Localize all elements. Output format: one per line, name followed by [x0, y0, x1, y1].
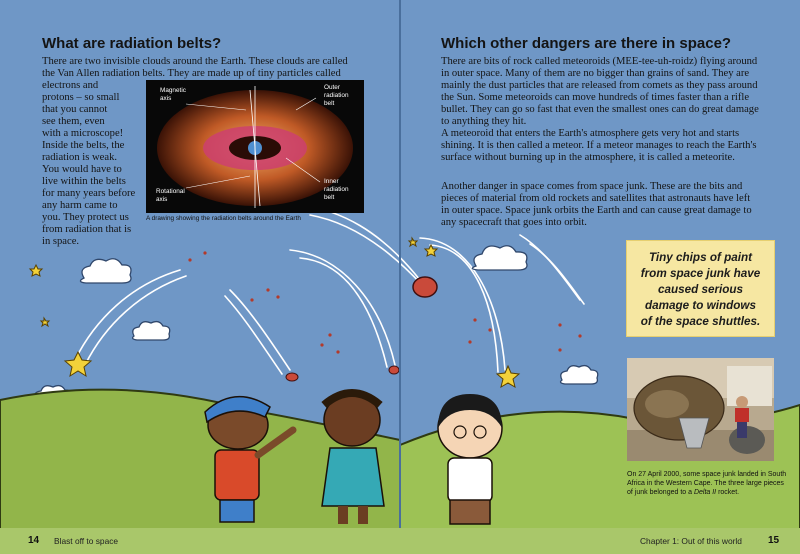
label-magnetic-axis: Magnetic axis	[160, 87, 186, 102]
space-junk-photo-drawing	[627, 358, 774, 461]
diagram-caption: A drawing showing the radiation belts around the Earth	[146, 215, 301, 222]
meteor-small	[389, 366, 399, 374]
callout-box	[627, 241, 774, 336]
space-junk-paragraph: Another danger in space comes from space junk. These are the bits and pieces of material from old rockets and satellites that astronauts have left in outer space. Space junk orbits the Earth and can cause great damage to any spacecraft that goes into orbit.	[441, 181, 752, 228]
page-number-right: 15	[768, 535, 780, 546]
radiation-belts-diagram	[146, 80, 364, 213]
meteoroids-paragraph: There are bits of rock called meteoroids (MEE-tee-uh-roidz) flying around in outer space. Many of them are no bigger than grains of sand. They are mainly the dust particles that are released from comets as they pass around the Sun. Some meteoroids can move hundreds of times faster than a rifle bullet. They can go so fast that even the smallest ones can do great damage to anything they hit.	[441, 56, 759, 127]
right-heading: Which other dangers are there in space?	[441, 35, 732, 52]
page-fold	[399, 0, 401, 554]
photo-caption-text: On 27 April 2000, some space junk landed in South Africa in the Western Cape. The three large pieces of junk belonged to a	[627, 471, 787, 496]
left-wrapped-paragraph: electrons and protons – so small that you cannot see them, even with a microscope! Inside the belts, the radiation is weak. You would have to live within the belts for many years before any harm came to you. They protect us from radiation that is in space.	[42, 80, 136, 247]
photo-caption	[627, 470, 787, 497]
label-rotational-axis: Rotational axis	[156, 188, 185, 203]
left-intro-paragraph: There are two invisible clouds around the Earth. These clouds are called the Van Allen radiation belts. They are made up of tiny particles called	[42, 56, 348, 79]
footer-chapter: Chapter 1: Out of this world	[640, 536, 742, 546]
left-heading: What are radiation belts?	[42, 35, 222, 52]
callout-text: Tiny chips of paint from space junk have caused serious damage to windows of the space shuttles.	[640, 251, 761, 328]
photo-caption-end: rocket.	[716, 489, 740, 496]
label-outer-belt: Outer radiation belt	[324, 84, 349, 107]
footer-book-title: Blast off to space	[54, 536, 119, 546]
meteor-paragraph: A meteoroid that enters the Earth's atmosphere gets very hot and starts shining. It is then called a meteor. If a meteor manages to reach the Earth's surface without burning up in the atmosphere, it is called a meteorite.	[441, 128, 757, 163]
space-junk-photo	[627, 358, 774, 461]
label-inner-belt: Inner radiation belt	[324, 178, 349, 201]
meteor-small	[286, 373, 298, 381]
meteor-rock	[413, 277, 437, 297]
photo-caption-rocket-name: Delta II	[693, 489, 717, 496]
cartoon-child-braids	[322, 393, 384, 524]
page-number-left: 14	[28, 535, 40, 546]
meteor-trails	[75, 205, 584, 374]
